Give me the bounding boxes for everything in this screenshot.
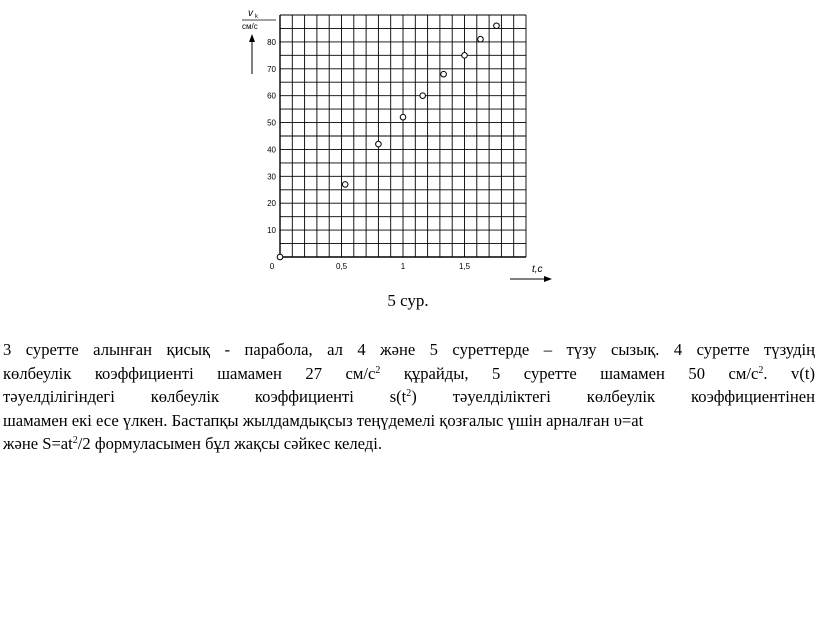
data-point [400, 114, 406, 120]
y-tick-label: 60 [267, 91, 276, 101]
velocity-time-chart [240, 4, 560, 289]
y-label-sub: k [255, 14, 258, 20]
data-point [478, 36, 484, 42]
data-point [441, 71, 447, 77]
x-tick-label: 1 [400, 262, 406, 271]
x-axis-label [510, 264, 552, 282]
y-tick-label: 20 [267, 199, 276, 209]
paragraph-line-2: көлбеулік коэффициенті шамамен 27 $см/с^2$ құрайды, 5 суретте шамамен 50 $см/с^2$. v(t) [3, 363, 815, 383]
y-label-v: v [248, 8, 253, 19]
data-point [342, 182, 348, 188]
y-tick-label: 40 [267, 145, 276, 155]
data-point [462, 53, 468, 59]
y-label-unit: см/с [242, 22, 258, 31]
y-tick-label: 50 [267, 118, 276, 128]
data-point [376, 141, 382, 147]
y-tick-label: 80 [267, 37, 276, 47]
x-direction-arrow-head [544, 276, 552, 282]
data-point [277, 254, 283, 260]
x-tick-label: 1,5 [458, 262, 471, 271]
paragraph-line-4: шамамен екі есе үлкен. Бастапқы жылдамдықсыз теңүдемелі қозғалыс үшін арналған υ=at [3, 410, 644, 430]
data-point [420, 93, 426, 99]
x-label: t,c [532, 264, 543, 275]
chart-grid [280, 15, 526, 257]
paragraph-line-1: 3 суретте алынған қисық - парабола, ал 4 және 5 суреттерде – түзу сызық. 4 суретте түзудің [3, 340, 815, 359]
x-tick-labels [270, 262, 471, 271]
y-tick-label: 70 [267, 64, 276, 74]
paragraph-line-5: және $S=at^2/2$ формуласымен бұл жақсы сәйкес келеді. [3, 434, 382, 453]
data-point [494, 23, 500, 29]
y-tick-label: 10 [267, 226, 276, 236]
data-points [277, 23, 499, 260]
y-direction-arrow-head [249, 34, 255, 42]
y-tick-labels [267, 38, 276, 235]
x-tick-label: 0,5 [335, 262, 348, 271]
figure-caption: 5 сур. [387, 291, 429, 310]
body-paragraph [3, 338, 815, 456]
paragraph-line-3: тәуелділігіндегі көлбеулік коэффициенті $s(t^2)$ тәуелділіктегі көлбеулік коэффициентінен [3, 387, 815, 406]
x-tick-label: 0 [269, 262, 275, 271]
y-tick-label: 30 [267, 172, 276, 182]
